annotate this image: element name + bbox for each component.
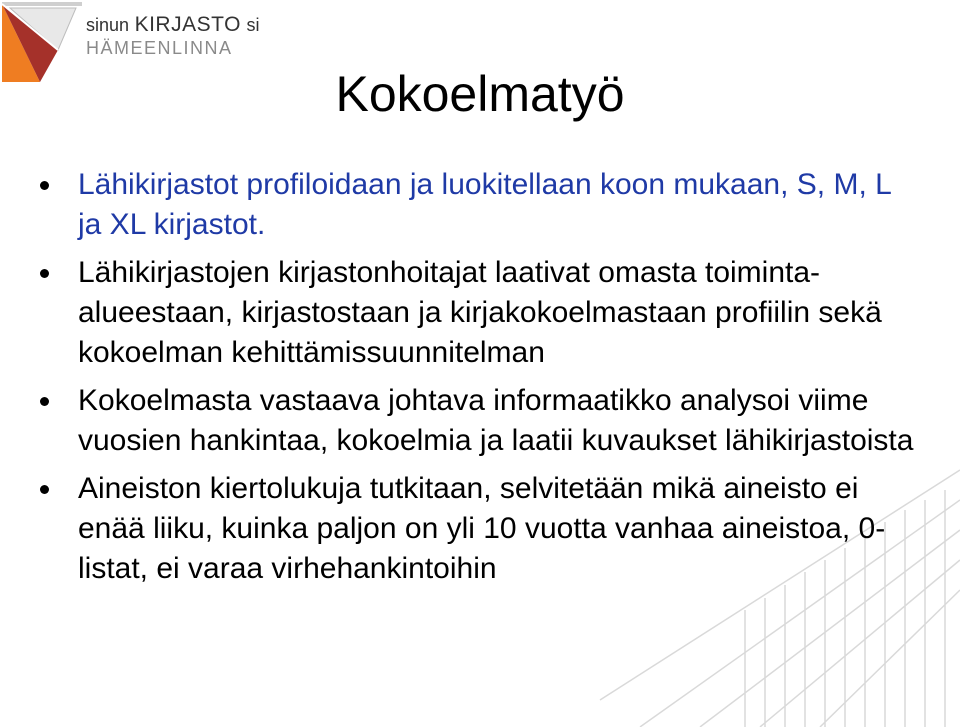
bullet-text: Kokoelmasta vastaava johtava informaatikko analysoi viime vuosien hankintaa, kokoelmia ja laatii kuvaukset lähikirjastoista: [78, 384, 914, 457]
bullet-dot-icon: [40, 397, 49, 406]
bullet-text: Aineiston kiertolukuja tutkitaan, selvitetään mikä aineisto ei enää liiku, kuinka paljon on yli 10 vuotta vanhaa aineistoa, 0-listat, ei varaa virhehankintoihin: [78, 472, 886, 585]
bullet-text: Lähikirjastot profiloidaan ja luokitellaan koon mukaan, S, M, L ja XL kirjastot.: [78, 168, 891, 241]
logo-suffix: si: [246, 15, 260, 35]
slide-title: Kokoelmatyö: [335, 66, 625, 122]
bullet-dot-icon: [40, 181, 49, 190]
bullet-item: [40, 469, 920, 589]
logo-line1: [86, 14, 259, 35]
bullet-list: [40, 165, 920, 597]
logo-main: KIRJASTO: [134, 13, 241, 36]
logo-city: HÄMEENLINNA: [86, 38, 233, 58]
logo-prefix: sinun: [86, 15, 130, 35]
bullet-text: Lähikirjastojen kirjastonhoitajat laativat omasta toiminta-alueestaan, kirjastostaan ja kirjakokoelmastaan profiilin sekä kokoelman kehittämissuunnitelman: [78, 256, 882, 369]
bullet-item: [40, 165, 920, 245]
bullet-dot-icon: [40, 485, 49, 494]
logo-wordmark: [86, 14, 259, 57]
bullet-item: [40, 381, 920, 461]
bullet-item: [40, 253, 920, 373]
bullet-dot-icon: [40, 269, 49, 278]
